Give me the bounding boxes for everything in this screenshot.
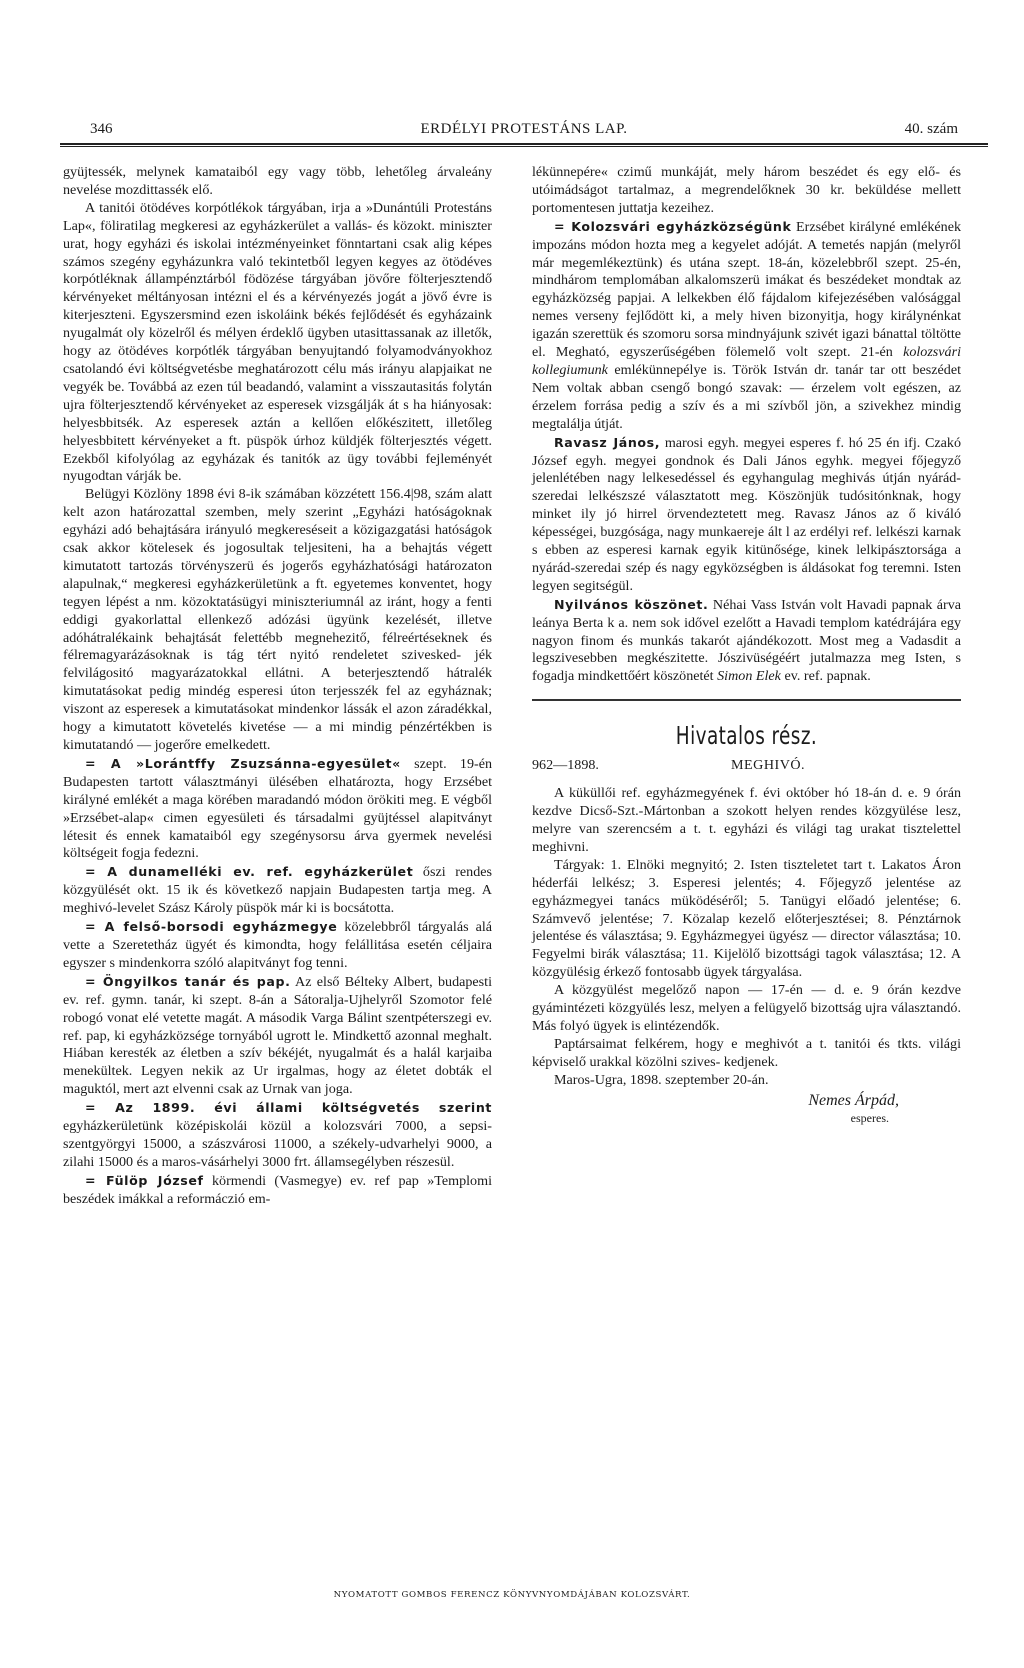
notice-paragraph: A küküllői ref. egyházmegyének f. évi október hó 18-án d. e. 9 órán kezdve Dicső-Szt.-Mártonban a szokott helyen rendes közgyülése lesz, melyre van szerencsém a t. t. egyházi és világi tag urakat tisztelettel meghivni.	[532, 785, 961, 855]
news-text: körmendi (Vasmegye) ev. ref pap »Templomi beszédek imákkal a reformáczió em-	[63, 1172, 492, 1207]
news-heading: = Az 1899. évi állami költségvetés szerint	[85, 1100, 492, 1116]
news-text: egyházkerületünk középiskolái közül a kolozsvári 7000, a sepsi-szentgyörgyi 15000, a szászvárosi 11000, a székely-udvarhelyi 9000, a zilahi 15000 és a maros-vásárhelyi 3000 frt. államsegélyben részesül.	[63, 1118, 492, 1170]
news-item	[63, 973, 492, 1099]
notice-meta	[532, 757, 961, 779]
news-text: lékünnepére« czimű munkáját, mely három beszédet és egy elő- és utóimádságot tartalmaz, a megrendelőknek 30 kr. beküldése mellett portomentesen juttatja kezeihez.	[532, 164, 961, 216]
emphasis: kolozsvári kollegiumunk	[532, 344, 961, 378]
page-number: 346	[90, 121, 113, 137]
news-heading: = Kolozsvári egyházközségünk	[554, 218, 792, 234]
right-column	[532, 164, 961, 1127]
signature-role: esperes.	[850, 1110, 889, 1125]
news-text: közelebbről tárgyalás alá vette a Szeretetház ügyét és kimondta, hogy felállitása esetén céljaira egyszer s mindenkorra szóló alapitványt fog tenni.	[63, 919, 492, 971]
news-item	[532, 434, 961, 596]
news-heading: = Öngyilkos tanár és pap.	[85, 973, 291, 989]
news-text: marosi egyh. megyei esperes f. hó 25 én ifj. Czakó József egyh. megyei gondnok és Dali János egyhk. megyei főjegyző jelenlétében nagy lelkesedéssel és egyhangulag meghivás útján nyárád-szeredai lelkészszé választatott meg. Köszönjük tudósitónknak, hogy minket ily jó hirrel örvendeztetett meg. Ravasz János az ő kiváló képességei, buzgósága, nagy munkaereje ált l az erdélyi ref. lelkészi karnak s ebben az esperesi karnak egyik kitünősége, kinek lelkipásztorsága a nyárád-szeredai szép és nagy egyközségben is áldásokat fog teremni. Isten legyen segitségül.	[532, 434, 961, 594]
journal-title: ERDÉLYI PROTESTÁNS LAP.	[420, 121, 628, 137]
news-text: Erzsébet királyné emlékének impozáns módon hozta meg a kegyelet adóját. A temetés napján (melyről már megemlékeztünk) és utána szept. 18-án, közelebbről szept. 25-én, mindhárom templomában alkalomszerü imákat és beszédeket mondtak az egyházközség papjai. A lelkekben élő fájdalom kifejezésében valósággal nemes verseny fejlődött ki, a mely hiven bizonyitja, hogy királynénkat igazán szerettük és szomoru sorsa mindnyájunk szivét igazi bánattal töltötte el. Megható, egyszerűségében fölemelő volt szept. 21-én	[532, 218, 962, 361]
section-title: Hivatalos rész.	[675, 721, 818, 751]
news-item	[63, 755, 492, 863]
news-text: őszi rendes közgyülését okt. 15 ik és következő napjain Budapesten tartja meg. A meghivó-levelet Szász Károly püspök már ki is bocsátotta.	[63, 864, 492, 917]
news-item	[532, 596, 961, 687]
news-heading: = A dunamelléki ev. ref. egyházkerület	[85, 864, 414, 880]
news-heading: Ravasz János,	[554, 434, 661, 450]
emphasis: Simon Elek	[717, 668, 781, 685]
header-rule	[60, 143, 988, 147]
news-item	[63, 863, 492, 918]
article-paragraph: A tanitói ötödéves korpótlékok tárgyában, irja a »Dunántúli Protestáns Lap«, föliratilag megkeresi az egyházkerület a vallás- és közokt. miniszter urat, hogy egyházi és iskolai intézményeinket fönntartani csak alig képes számos szegény egyházunkra való tekintetből legyen kegyes az ötödéves korpótléknak állampénztárból födözése tárgyában jövőre fölterjesztendő kérvényeket méltányosan intézni el és a kérvényezés jogát a jövő évre is kiterjeszteni. Egyszersmind ezen iskoláink békés fejlődését és egyházaink nyugalmát oly közelről és mélyen érdeklő ügyben utasittassanak az illetők, hogy az ötödéves korpótlék tárgyában benyujtandó folyamodványokhoz csatolandó évi költségvetésbe meghatározott célu más irányu alapjaikat ne vegyék be. Továbbá az ezen túl beadandó, valamint a visszautasitás folytán ujra fölterjesztendő kérvényeket az esperesek vizsgálják át s ha hiányosak: helyesbbitsék. Az esperesek aztán a kellően előkészitett, illetőleg helyesbbitett kérvényeket a ft. püspök úrhoz küldjék fölterjesztés végett. Ezekből kifolyólag az egyházak és tanitók az ügy további fejleményét nyugodtan várják be.	[63, 199, 492, 485]
news-heading: = A felső-borsodi egyházmegye	[85, 919, 338, 935]
article-paragraph: gyüjtessék, melynek kamataiból egy vagy több, lehetőleg árvaleány nevelése mozdittassék elő.	[63, 164, 492, 198]
page-header	[60, 121, 988, 143]
news-text: emlékünnepélye is. Török István dr. tanár tar ott beszédet Nem voltak abban csengő bongó szavak: — érzelem volt egészen, az érzelem forrása pedig a szív és a mi szívből jön, a szivekhez mindig megtalálja útját.	[532, 361, 961, 432]
document-number: 962—1898.	[532, 757, 599, 774]
news-item	[63, 918, 492, 973]
news-item	[63, 1099, 492, 1172]
news-text: ev. ref. papnak.	[780, 668, 871, 685]
notice-paragraph: Tárgyak: 1. Elnöki megnyitó; 2. Isten tiszteletet tart t. Lakatos Áron héderfái lelkész; 3. Esperesi jelentés; 4. Főjegyző jelentése az egyházmegyei tanács müködéséről; 5. Tanügyi előadó jelentése; 6. Számvevő jelentése; 7. Közalap kezelő előterjesztései; 8. Pénztárnok jelentése és választása; 9. Egyházmegyei ügyész — director választása; 10. Fegyelmi birák választása; 11. Kijelölő bizottsági tagok választása; 12. A közgyülésig érkező fontosabb ügyek tárgyalása.	[532, 856, 961, 981]
news-text: Az első Bélteky Albert, budapesti ev. ref. gymn. tanár, ki szept. 8-án a Sátoralja-Ujhelyről Szomotor felé robogó vonat elé vetette magát. A második Varga Bálint szentpéterszegi ev. ref. pap, ki egyházközsége tornyából ugrott le. Mindkettő azonnal meghalt. Hiában keresték az életben a szív békéjét, nyugalmát és a halál karjaiba menekültek. Legyen nekik az Ur irgalmas, hogy az életet dobták el maguktól, mert azt elvenni csak az Urnak van joga.	[63, 973, 493, 1098]
news-item	[63, 1172, 492, 1209]
notice-paragraph: Paptársaimat felkérem, hogy e meghivót a t. tanitói és tkts. világi képviselő urakkal közölni szives- kedjenek.	[532, 1035, 961, 1070]
news-heading: = A »Lorántffy Zsuzsánna-egyesület«	[85, 755, 401, 771]
article-paragraph: Belügyi Közlöny 1898 évi 8-ik számában közzétett 156.4|98, szám alatt kelt azon határozattal szemben, mely szerint „Egyházi hatóságoknak egyházi adó behajtására irányuló megkereséseit a közigazgatási hatóságok csak akkor kötelesek és jogosultak teljesiteni, ha a behajtás végett kimutatott tartozás törvényszerü és jogerős egyházhatósági határozaton alapulnak,“ megkeresi egyházkerületünk a ft. egyetemes konventet, hogy tegyen lépést a nm. közoktatásügyi miniszteriumnál az iránt, hogy a fenti eddigi gyakorlattal ellenkező adózási ügyünk kezelését, illetve adóhátralékaink behajtását felettébb megnehezitő, félreértéseknek és félremagyarázásoknak is tág tért nyitó rendeletet szivesked- jék felvilágositó magyarázatokkal ellátni. A beterjesztendő hátralék kimutatásokat pedig mindég esperesi úton terjesszék fel az egyháznak; viszont az esperesek a kimutatásokat mindenkor lássák el azon záradékkal, hogy a kimutatott követelés kivetése — a mi mindig pénzértékben is kimutatandó — jogerőre emelkedett.	[63, 486, 492, 753]
section-divider	[532, 699, 961, 701]
news-text: szept. 19-én Budapesten tartott választmányi ülésében elhatározta, hogy Erzsébet királyné emlékét a maga körében maradandó módon örökiti meg. E végből »Erzsébet-alap« cimen egyesületi és társadalmi gyüjtéssel alapitványt létesit és ennek kamataiból egy szegénysorsu árva gyermek nevelési költségeit fogja fedezni.	[63, 755, 493, 862]
signature: Nemes Árpád,	[808, 1091, 899, 1109]
news-item	[532, 218, 961, 434]
notice-paragraph: A közgyülést megelőző napon — 17-én — d. e. 9 órán kezdve gyámintézeti közgyülés lesz, melyen a felügyelő bizottság ujra választandó. Más folyó ügyek is elintézendők.	[532, 982, 961, 1034]
left-column	[63, 164, 492, 1209]
date-line: Maros-Ugra, 1898. szeptember 20-án.	[554, 1071, 769, 1088]
news-heading: Nyilvános köszönet.	[554, 596, 709, 612]
news-heading: = Fülöp József	[85, 1172, 204, 1188]
issue-number: 40. szám	[904, 121, 958, 137]
document-type: MEGHIVÓ.	[731, 757, 806, 774]
news-text: Néhai Vass István volt Havadi papnak árva leánya Berta k a. nem sok idővel ezelőtt a Havadi templom katédrájára egy nagyon finom és munkás takarót ajándékozott. Most meg a Vadasdit a legszivesebben megkészitette. Jószivüségéért jutalmazza meg Isten, s fogadja mindkettőért köszönetét	[532, 596, 961, 685]
printer-imprint: NYOMATOTT GOMBOS FERENCZ KÖNYVNYOMDÁJÁBAN KOLOZSVÁRT.	[333, 1590, 691, 1600]
